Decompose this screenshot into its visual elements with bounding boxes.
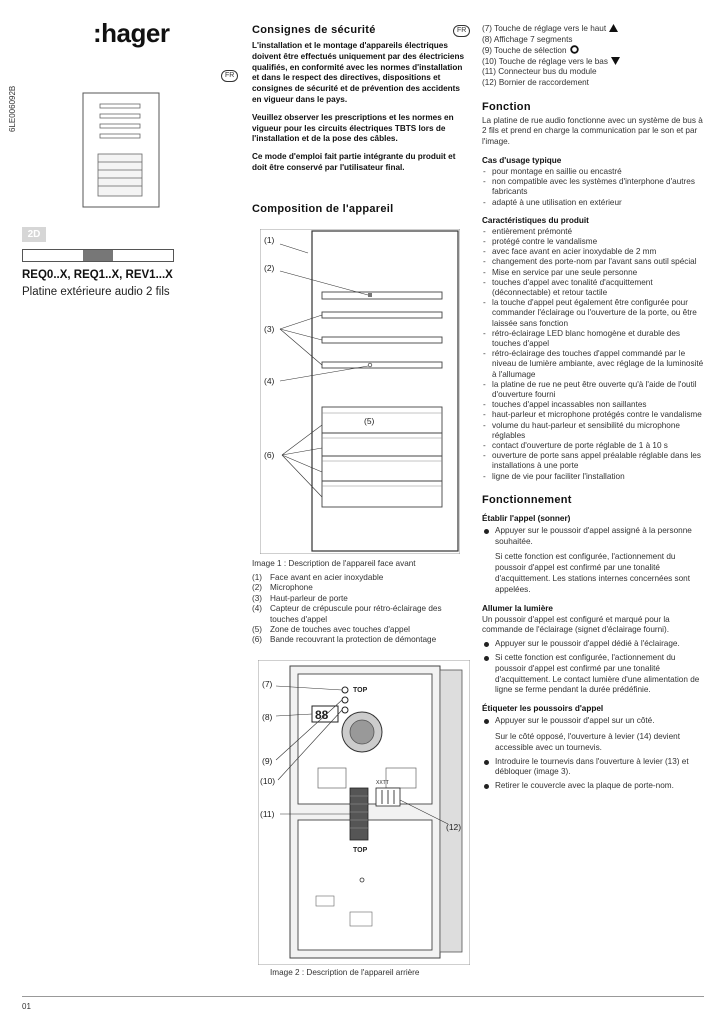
label-steps-1	[482, 716, 704, 727]
legend-item	[252, 573, 472, 583]
features-title: Caractéristiques du produit	[482, 215, 589, 225]
list-item: - contact d'ouverture de porte réglable de 1 à 10 s	[482, 441, 704, 451]
legend-number: (6)	[252, 635, 263, 645]
legend-text: Bornier de raccordement	[498, 77, 589, 87]
list-item: - rétro-éclairage des touches d'appel commandé par le niveau de lumière ambiante, avec réglage de la luminosité à l'allumage	[482, 349, 704, 380]
callout-label: (3)	[264, 324, 275, 334]
legend-item	[252, 635, 472, 645]
legend-item	[482, 24, 704, 35]
legend-text: Face avant en acier inoxydable	[270, 573, 384, 582]
list-item: - protégé contre le vandalisme	[482, 237, 704, 247]
legend-item	[252, 583, 472, 593]
legend-text: Microphone	[270, 583, 313, 593]
legend-text: Bande recouvrant la protection de démontage	[270, 635, 437, 645]
list-item: Si cette fonction est configurée, l'actionnement du poussoir d'appel est confirmé par une tonalité d'acquittement. Le contact lumière d'une alimentation de ligne se ferme pendant la durée prédéfinie.	[482, 653, 704, 696]
list-item: - volume du haut-parleur et sensibilité du microphone réglables	[482, 421, 704, 441]
light-steps	[482, 639, 704, 696]
seven-segment-display: 88	[315, 708, 329, 722]
callout-label: (7)	[262, 679, 273, 689]
list-item: - la platine de rue ne peut être ouverte qu'à l'aide de l'outil d'ouverture fourni	[482, 380, 704, 400]
terminal-label: XXTT	[376, 780, 389, 786]
callout-label: (2)	[264, 263, 275, 273]
footer-divider	[22, 996, 704, 997]
legend-number: (5)	[252, 625, 263, 635]
product-codes: REQ0..X, REQ1..X, REV1...X	[22, 269, 173, 281]
list-item: Appuyer sur le poussoir d'appel sur un côté.	[482, 716, 704, 727]
composition-title: Composition de l'appareil	[252, 203, 394, 215]
legend-text: Zone de touches avec touches d'appel	[270, 625, 410, 635]
legend-item	[252, 625, 472, 635]
legend-text: Touche de réglage vers le bas	[498, 56, 608, 66]
safety-section	[252, 24, 470, 174]
image1-caption: Image 1 : Description de l'appareil face avant	[252, 559, 416, 568]
callout-label: (10)	[260, 776, 276, 786]
list-item: - la touche d'appel peut également être configurée pour commander l'éclairage ou l'ouverture de la porte, ou être laissée sans fonction	[482, 298, 704, 329]
callout-label: (11)	[260, 809, 275, 819]
legend-item	[482, 78, 704, 89]
legend-item	[482, 35, 704, 46]
hager-logo: :hager	[93, 18, 170, 48]
safety-paragraph: Veuillez observer les prescriptions et les normes en vigueur pour les circuits électriques TBTS lors de l'installation et de la pose des câbles.	[252, 112, 454, 144]
list-item: - non compatible avec les systèmes d'interphone d'autres fabricants	[482, 177, 704, 197]
top-marker-label: TOP	[353, 847, 368, 854]
list-item: Appuyer sur le poussoir d'appel assigné à la personne souhaitée.	[482, 526, 704, 548]
typical-use-list	[482, 167, 704, 208]
list-item: Appuyer sur le poussoir d'appel dédié à l'éclairage.	[482, 639, 704, 650]
legend-text: Touche de sélection	[494, 46, 567, 56]
light-title: Allumer la lumière	[482, 603, 553, 613]
call-note: Si cette fonction est configurée, l'actionnement du poussoir d'appel est confirmé par une tonalité d'acquittement. Les stations internes concernées sont appelées.	[495, 552, 690, 594]
list-item: Retirer le couvercle avec la plaque de porte-nom.	[482, 781, 704, 792]
list-item: - avec face avant en acier inoxydable de 2 mm	[482, 247, 704, 257]
list-item: - changement des porte-nom par l'avant sans outil spécial	[482, 257, 704, 267]
call-title: Établir l'appel (sonner)	[482, 513, 571, 523]
list-item: - entièrement prémonté	[482, 227, 704, 237]
product-variant-strip	[22, 249, 174, 262]
callout-label: (12)	[446, 822, 462, 832]
legend-number: (11)	[482, 67, 496, 77]
list-item: - haut-parleur et microphone protégés contre le vandalisme	[482, 410, 704, 420]
callout-label: (4)	[264, 376, 275, 386]
legend-text: Connecteur bus du module	[498, 67, 597, 77]
front-view-diagram	[260, 229, 460, 554]
safety-title: Consignes de sécurité	[252, 24, 376, 36]
safety-paragraph: L'installation et le montage d'appareils électriques doivent être effectués uniquement par des électriciens qualifiés, en conformité avec les normes d'installation et dans le respect des directives, dispositions et consignes de sécurité et de prévention des accidents en vigueur dans le pays.	[252, 41, 465, 104]
legend-item	[252, 604, 472, 625]
legend-number: (3)	[252, 593, 263, 603]
legend-text: Haut-parleur de porte	[270, 593, 348, 603]
product-2d-badge: 2D	[22, 227, 46, 242]
list-item: - touches d'appel avec tonalité d'acquittement (déconnectable) et retour tactile	[482, 278, 704, 298]
fonctionnement-title: Fonctionnement	[482, 493, 572, 506]
page-number: 01	[22, 1002, 31, 1011]
legend-item	[252, 594, 472, 604]
language-badge: FR	[221, 70, 238, 82]
fonction-intro: La platine de rue audio fonctionne avec un système de bus à 2 fils et prend en charge la communication par le son et par l'image.	[482, 115, 703, 147]
document-reference	[8, 72, 22, 132]
list-item: - Mise en service par une seule personne	[482, 268, 704, 278]
image2-caption: Image 2 : Description de l'appareil arrière	[270, 968, 420, 977]
legend-number: (2)	[252, 583, 263, 593]
rear-view-legend	[482, 24, 704, 89]
list-item: - adapté à une utilisation en extérieur	[482, 198, 704, 208]
variant-strip-highlight	[83, 250, 113, 261]
list-item: - touches d'appel incassables non saillantes	[482, 400, 704, 410]
document-reference-text: 6LE006092B	[8, 85, 17, 132]
legend-text: Touche de réglage vers le haut	[494, 24, 607, 33]
top-marker-label: TOP	[353, 687, 368, 694]
list-item: - ligne de vie pour faciliter l'installation	[482, 472, 704, 482]
circle-icon	[570, 45, 579, 54]
legend-item	[482, 57, 704, 68]
list-item: - ouverture de porte sans appel préalable réglable dans les installations à une porte	[482, 451, 704, 471]
right-column	[482, 24, 704, 792]
safety-paragraph: Ce mode d'emploi fait partie intégrante du produit et doit être conservé par l'utilisateur final.	[252, 152, 456, 172]
label-note: Sur le côté opposé, l'ouverture à levier (14) devient accessible avec un tournevis.	[495, 732, 680, 752]
front-view-legend	[252, 573, 472, 646]
legend-item	[482, 67, 704, 78]
safety-language-badge: FR	[453, 25, 470, 37]
typical-use-title: Cas d'usage typique	[482, 155, 562, 165]
callout-label: (8)	[262, 712, 273, 722]
features-list	[482, 227, 704, 482]
call-steps	[482, 526, 704, 548]
legend-number: (7)	[482, 24, 493, 33]
light-intro: Un poussoir d'appel est configuré et marqué pour la commande de l'éclairage (signet d'éclairage fourni).	[482, 614, 670, 635]
triangle-down-icon	[611, 57, 620, 65]
list-item: - rétro-éclairage LED blanc homogène et durable des touches d'appel	[482, 329, 704, 349]
legend-number: (1)	[252, 573, 263, 582]
legend-item	[482, 45, 704, 57]
label-steps-2	[482, 757, 704, 792]
list-item: Introduire le tournevis dans l'ouverture à levier (13) et débloquer (image 3).	[482, 757, 704, 779]
callout-label: (5)	[364, 416, 375, 426]
legend-number: (9)	[482, 46, 493, 56]
product-subtitle: Platine extérieure audio 2 fils	[22, 286, 170, 298]
callout-label: (9)	[262, 756, 273, 766]
callout-label: (1)	[264, 235, 275, 245]
legend-number: (12)	[482, 77, 497, 87]
legend-number: (8)	[482, 34, 493, 44]
product-illustration	[82, 92, 160, 208]
rear-view-diagram	[258, 660, 470, 965]
label-title: Étiqueter les poussoirs d'appel	[482, 704, 604, 714]
callout-label: (6)	[264, 450, 275, 460]
list-item: - pour montage en saillie ou encastré	[482, 167, 704, 177]
fonction-title: Fonction	[482, 100, 531, 113]
triangle-up-icon	[609, 24, 618, 32]
legend-text: Affichage 7 segments	[493, 34, 573, 44]
legend-number: (4)	[252, 604, 263, 614]
legend-text: Capteur de crépuscule pour rétro-éclairage des touches d'appel	[270, 604, 442, 624]
legend-number: (10)	[482, 56, 497, 66]
